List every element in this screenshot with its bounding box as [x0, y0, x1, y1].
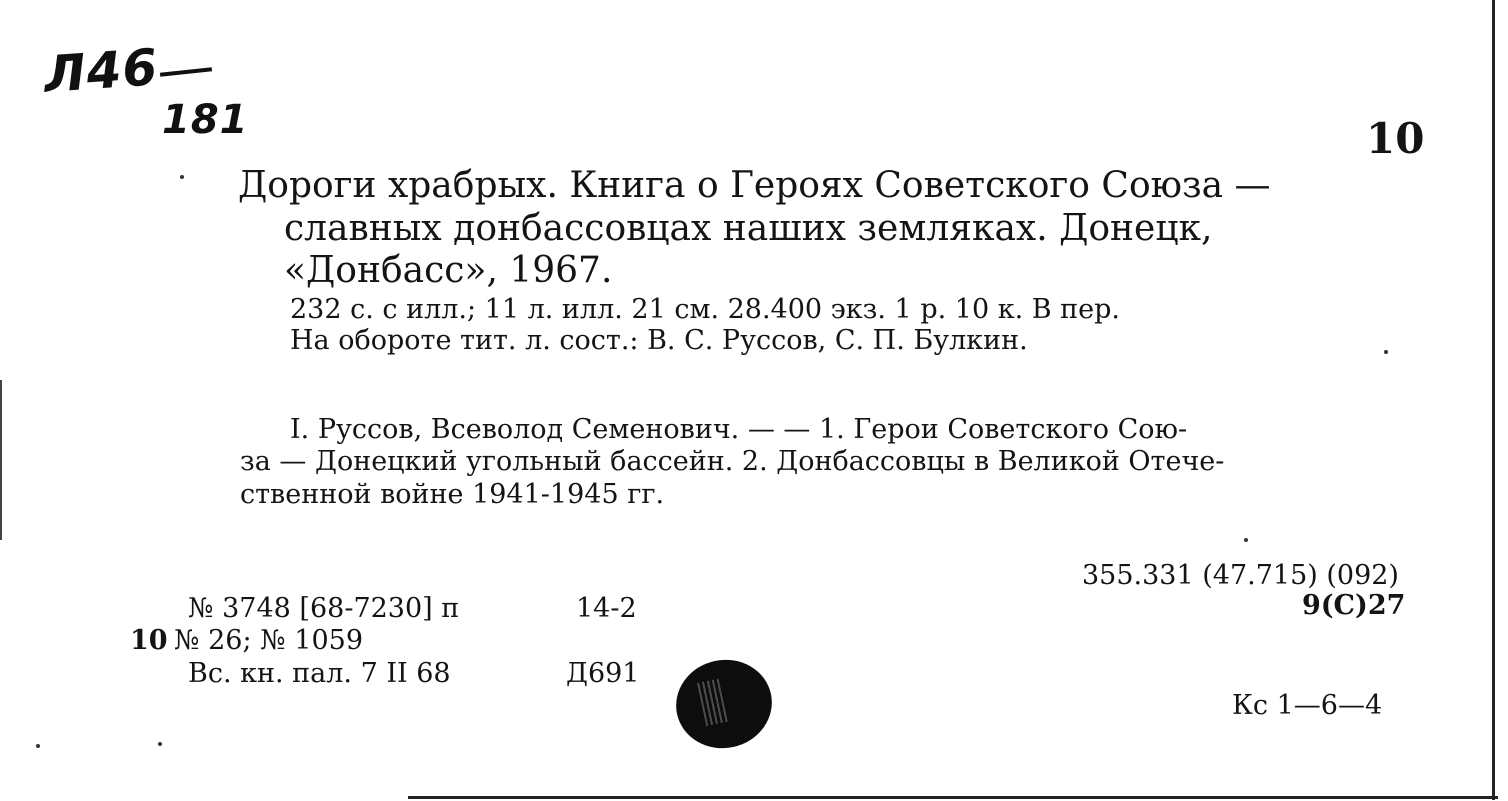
- description-line-1: 232 с. с илл.; 11 л. илл. 21 см. 28.400 экз. 1 р. 10 к. В пер.: [290, 294, 1121, 325]
- bbk-index: 9(С)27: [1302, 590, 1406, 621]
- card-left-edge: [0, 380, 2, 540]
- footer-order: Д691: [566, 658, 640, 689]
- title-line-2: славных донбассовцах наших земляках. Донецк,: [284, 208, 1213, 249]
- footer-code: 14-2: [576, 593, 637, 624]
- paper-speck: [1384, 350, 1388, 354]
- handwritten-shelfmark: Л46: [42, 38, 160, 104]
- title-line-1: Дороги храбрых. Книга о Героях Советского Союза —: [238, 165, 1271, 206]
- footer-chamber: Вс. кн. пал. 7 II 68: [188, 658, 451, 689]
- tracings-line-3: ственной войне 1941-1945 гг.: [240, 479, 665, 510]
- tracings-line-2: за — Донецкий угольный бассейн. 2. Донбассовцы в Великой Отече-: [240, 446, 1225, 477]
- card-right-edge: [1492, 0, 1495, 800]
- udc-index: 355.331 (47.715) (092): [1082, 560, 1399, 591]
- paper-speck: [36, 744, 40, 748]
- description-line-2: На обороте тит. л. сост.: В. С. Руссов, С. П. Булкин.: [290, 325, 1028, 356]
- paper-speck: [1244, 538, 1248, 542]
- card-number: 10: [1366, 114, 1425, 163]
- paper-speck: [180, 175, 184, 179]
- tracings-line-1: I. Руссов, Всеволод Семенович. — — 1. Герои Советского Сою-: [290, 414, 1188, 445]
- footer-registration: № 3748 [68-7230] п: [188, 593, 460, 624]
- punch-hole: [668, 651, 780, 757]
- handwritten-dash: [160, 67, 212, 76]
- footer-copy-count: 10: [130, 625, 168, 656]
- card-bottom-edge: [408, 796, 1498, 799]
- paper-speck: [158, 742, 162, 746]
- handwritten-shelfmark-number: 181: [162, 97, 249, 143]
- title-line-3: «Донбасс», 1967.: [284, 250, 613, 291]
- footer-numbers: № 26; № 1059: [174, 625, 364, 656]
- kc-index: Кс 1—6—4: [1232, 690, 1383, 721]
